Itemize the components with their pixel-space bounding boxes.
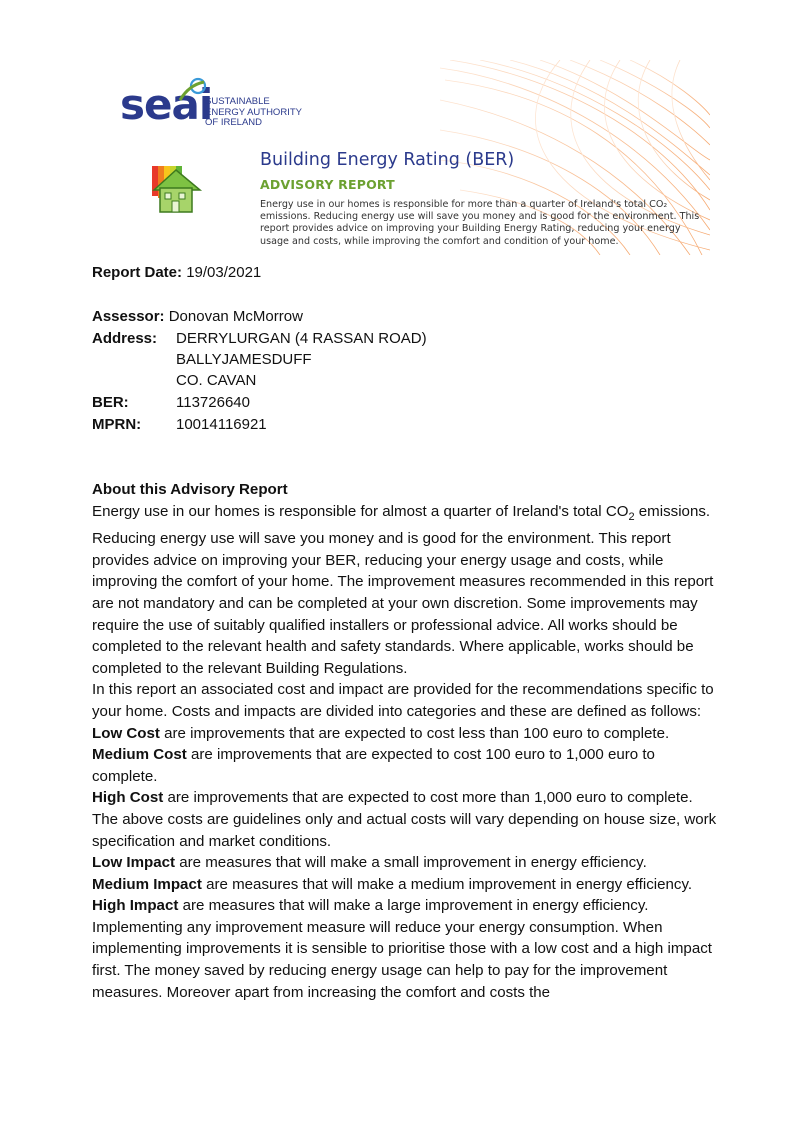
report-date-value: 19/03/2021 <box>186 264 262 281</box>
low-cost-definition: Low Cost are improvements that are expected to cost less than 100 euro to complete. <box>92 724 670 742</box>
assessor-row <box>92 308 303 326</box>
low-impact-definition: Low Impact are measures that will make a small improvement in energy efficiency. <box>92 854 647 872</box>
cost-guidelines-note: The above costs are guidelines only and actual costs will vary depending on house size, work specification and market conditions. <box>92 810 717 850</box>
medium-impact-definition: Medium Impact are measures that will make a medium improvement in energy efficiency. <box>92 875 693 893</box>
about-heading: About this Advisory Report <box>92 481 288 498</box>
address-line-1: DERRYLURGAN (4 RASSAN ROAD) <box>176 330 427 347</box>
seai-logo-wordmark: seai <box>120 80 213 129</box>
ber-label: BER: <box>92 394 129 411</box>
mprn-row <box>92 416 267 434</box>
ber-title: Building Energy Rating (BER) <box>260 150 515 170</box>
ber-value: 113726640 <box>176 394 250 411</box>
high-impact-definition: High Impact are measures that will make a large improvement in energy efficiency. <box>92 897 649 915</box>
report-date-label: Report Date: <box>92 264 183 281</box>
high-cost-definition: High Cost are improvements that are expected to cost more than 1,000 euro to complete. <box>92 789 693 807</box>
about-closing-paragraph: Implementing any improvement measure will reduce your energy consumption. When implementing improvements it is sensible to prioritise those with a low cost and a high impact first. The money saved by reducing energy usage can help to pay for the improvement measures. Moreover apart from increasing the comfort and costs the <box>92 918 712 1001</box>
medium-cost-definition: Medium Cost are improvements that are expected to cost 100 euro to 1,000 euro to complete. <box>92 746 655 785</box>
address-line-3: CO. CAVAN <box>176 372 257 389</box>
about-paragraph-2: In this report an associated cost and impact are provided for the recommendations specific to your home. Costs and impacts are divided into categories and these are defined as follows: <box>92 681 714 720</box>
report-header <box>0 0 800 260</box>
ber-number-row <box>92 394 250 412</box>
assessor-label: Assessor: <box>92 308 165 325</box>
seai-logo-tagline: SUSTAINABLE ENERGY AUTHORITY OF IRELAND <box>205 96 302 128</box>
address-row <box>92 330 427 389</box>
energy-rating-house-icon <box>146 160 204 218</box>
about-section <box>92 479 722 1003</box>
assessor-value: Donovan McMorrow <box>168 308 303 325</box>
seai-logo-swoosh-icon <box>176 74 208 102</box>
advisory-report-subtitle: ADVISORY REPORT <box>260 177 395 192</box>
header-intro-text: Energy use in our homes is responsible for more than a quarter of Ireland's total CO₂ emissions. Reducing energy use will save you money and is good for the environment. This report provides advice on improving your Building Energy Rating, reducing your energy usage and costs, while improving the comfort and condition of your home. <box>260 199 700 247</box>
address-line-2: BALLYJAMESDUFF <box>176 351 312 368</box>
report-date-row <box>92 264 261 282</box>
address-label: Address: <box>92 330 158 347</box>
mprn-value: 10014116921 <box>176 416 267 433</box>
mprn-label: MPRN: <box>92 416 142 433</box>
about-paragraph-1: Energy use in our homes is responsible for almost a quarter of Ireland's total $CO_2$ emissions. Reducing energy use will save you money and is good for the environment. This report provides advice on improving your BER, reducing your energy usage and costs, while improving the comfort of your home. The improvement measures recommended in this report are not mandatory and can be completed at your own discretion. Some improvements may require the use of suitably qualified installers or professional advice. All works should be completed to the relevant health and safety standards. Where applicable, works should be completed to the relevant Building Regulations. <box>92 502 714 677</box>
